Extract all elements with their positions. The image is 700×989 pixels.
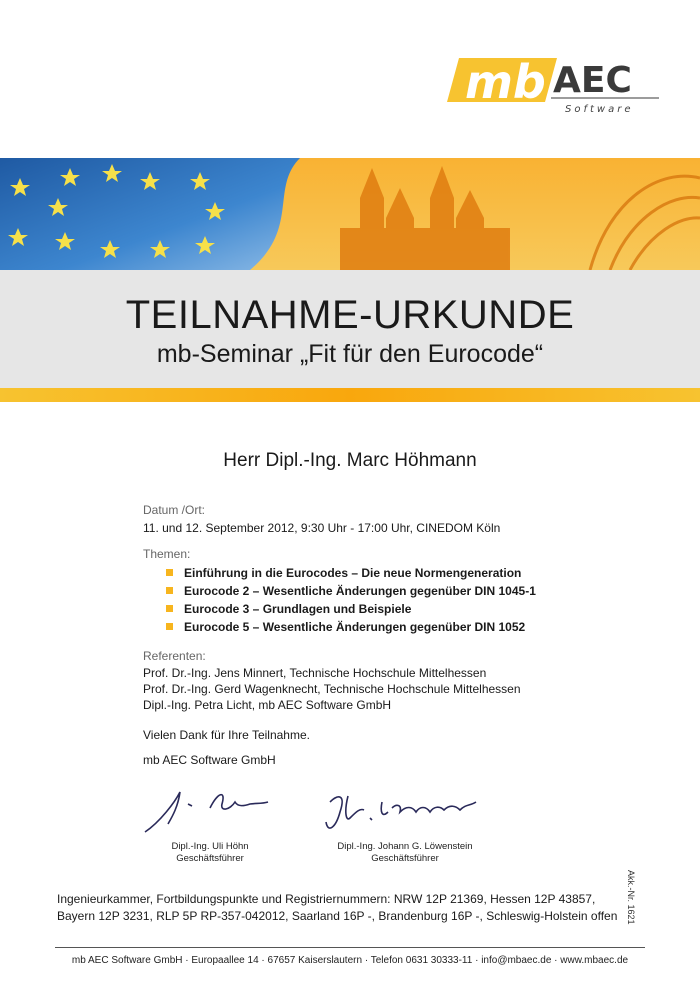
signer-1-name: Dipl.-Ing. Uli Höhn: [171, 841, 249, 852]
topic-item: Eurocode 5 – Wesentliche Änderungen gegenüber DIN 1052: [166, 620, 536, 638]
bullet-square-icon: [166, 569, 173, 576]
topics-list: [166, 566, 536, 638]
topic-item: Eurocode 3 – Grundlagen und Beispiele: [166, 602, 536, 620]
speaker-item: Prof. Dr.-Ing. Gerd Wagenknecht, Technische Hochschule Mittelhessen: [143, 682, 521, 696]
signer-2-name: Dipl.-Ing. Johann G. Löwenstein: [337, 841, 473, 852]
accreditation-number: Akk.-Nr. 1621: [626, 870, 636, 925]
chamber-line: Bayern 12P 3231, RLP 5P RP-357-042012, Saarland 16P -, Brandenburg 16P -, Schleswig-Holstein offen: [57, 909, 618, 923]
speakers-label: Referenten:: [143, 649, 206, 663]
thanks-text: Vielen Dank für Ihre Teilnahme.: [143, 728, 310, 742]
logo-mb-text: mb: [465, 55, 546, 109]
bullet-square-icon: [166, 605, 173, 612]
chamber-credits: [57, 891, 617, 925]
mbaec-logo: [447, 40, 662, 118]
chamber-line: Ingenieurkammer, Fortbildungspunkte und Registriernummern: NRW 12P 21369, Hessen 12P 43857,: [57, 892, 596, 906]
certificate-title: TEILNAHME-URKUNDE: [125, 293, 575, 337]
date-label: Datum /Ort:: [143, 503, 206, 517]
speaker-item: Dipl.-Ing. Petra Licht, mb AEC Software GmbH: [143, 698, 392, 712]
signature-hoehn: [140, 782, 280, 842]
topic-item: Eurocode 2 – Wesentliche Änderungen gegenüber DIN 1045-1: [166, 584, 536, 602]
speaker-item: Prof. Dr.-Ing. Jens Minnert, Technische Hochschule Mittelhessen: [143, 666, 487, 680]
signature-loewenstein: [320, 782, 490, 842]
bullet-square-icon: [166, 623, 173, 630]
bullet-square-icon: [166, 587, 173, 594]
company-address: mb AEC Software GmbH · Europaallee 14 · 67657 Kaiserslautern · Telefon 0631 30333-11 · info@mbaec.de · www.mbaec.de: [71, 955, 629, 966]
footer-divider: [55, 947, 645, 948]
gold-stripe: [0, 388, 700, 402]
logo-aec-text: AEC: [553, 60, 632, 101]
topics-label: Themen:: [143, 547, 191, 561]
topic-item: Einführung in die Eurocodes – Die neue Normengeneration: [166, 566, 536, 584]
header-banner-image: [0, 158, 700, 270]
logo-tagline: Software: [565, 104, 634, 115]
signer-1-role: Geschäftsführer: [176, 853, 244, 864]
date-value: 11. und 12. September 2012, 9:30 Uhr - 17:00 Uhr, CINEDOM Köln: [143, 521, 501, 535]
signer-2-role: Geschäftsführer: [371, 853, 439, 864]
certificate-subtitle: mb-Seminar „Fit für den Eurocode“: [156, 340, 544, 368]
recipient-name: Herr Dipl.-Ing. Marc Höhmann: [223, 450, 477, 471]
company-name: mb AEC Software GmbH: [143, 753, 276, 767]
